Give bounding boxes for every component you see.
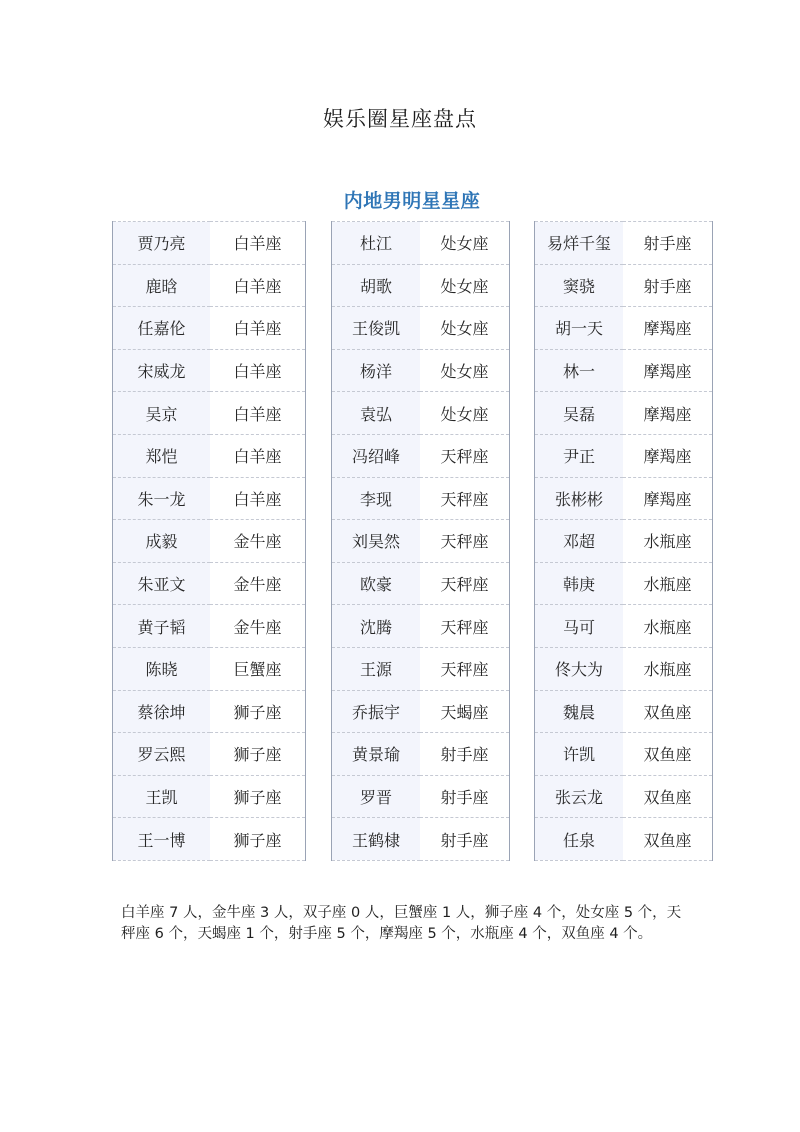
zodiac-sign-cell: 狮子座 <box>210 818 306 861</box>
zodiac-sign-cell: 天秤座 <box>420 434 510 477</box>
star-name-cell: 邓超 <box>535 520 624 563</box>
table-row <box>535 605 713 648</box>
zodiac-sign-cell: 处女座 <box>420 307 510 350</box>
table-row <box>535 434 713 477</box>
table-row <box>332 307 510 350</box>
zodiac-sign-cell: 天秤座 <box>420 605 510 648</box>
star-name-cell: 任嘉伦 <box>113 307 210 350</box>
zodiac-sign-cell: 水瓶座 <box>623 605 713 648</box>
table-row <box>535 392 713 435</box>
zodiac-sign-cell: 狮子座 <box>210 690 306 733</box>
star-name-cell: 林一 <box>535 349 624 392</box>
table-row <box>113 690 306 733</box>
table-row <box>113 434 306 477</box>
star-name-cell: 吴磊 <box>535 392 624 435</box>
table-row <box>332 520 510 563</box>
star-name-cell: 张云龙 <box>535 775 624 818</box>
zodiac-sign-cell: 金牛座 <box>210 562 306 605</box>
star-name-cell: 宋威龙 <box>113 349 210 392</box>
zodiac-sign-cell: 天秤座 <box>420 562 510 605</box>
star-name-cell: 郑恺 <box>113 434 210 477</box>
star-name-cell: 王俊凯 <box>332 307 421 350</box>
table-row <box>113 307 306 350</box>
table-row <box>113 562 306 605</box>
star-name-cell: 杜江 <box>332 222 421 265</box>
table-row <box>113 733 306 776</box>
star-name-cell: 贾乃亮 <box>113 222 210 265</box>
table-row <box>535 477 713 520</box>
star-name-cell: 胡一天 <box>535 307 624 350</box>
zodiac-sign-cell: 天秤座 <box>420 647 510 690</box>
zodiac-sign-cell: 金牛座 <box>210 520 306 563</box>
table-row <box>113 818 306 861</box>
zodiac-sign-cell: 双鱼座 <box>623 733 713 776</box>
table-row <box>332 222 510 265</box>
star-name-cell: 朱亚文 <box>113 562 210 605</box>
table-row <box>332 818 510 861</box>
star-name-cell: 尹正 <box>535 434 624 477</box>
table-row <box>113 520 306 563</box>
table-row <box>535 733 713 776</box>
zodiac-sign-cell: 射手座 <box>420 818 510 861</box>
star-name-cell: 马可 <box>535 605 624 648</box>
table-row <box>332 775 510 818</box>
zodiac-sign-cell: 摩羯座 <box>623 392 713 435</box>
star-name-cell: 佟大为 <box>535 647 624 690</box>
star-table-2 <box>331 221 510 861</box>
table-row <box>535 562 713 605</box>
table-row <box>332 733 510 776</box>
table-row <box>332 562 510 605</box>
star-name-cell: 张彬彬 <box>535 477 624 520</box>
zodiac-sign-cell: 天蝎座 <box>420 690 510 733</box>
star-name-cell: 乔振宇 <box>332 690 421 733</box>
summary-paragraph: 白羊座 7 人，金牛座 3 人，双子座 0 人，巨蟹座 1 人，狮子座 4 个，处女座 5 个，天秤座 6 个，天蝎座 1 个，射手座 5 个，摩羯座 5 个，水瓶座 4 个，双鱼座 4 个。 <box>121 905 682 942</box>
zodiac-sign-cell: 摩羯座 <box>623 307 713 350</box>
table-row <box>535 307 713 350</box>
star-name-cell: 王鹤棣 <box>332 818 421 861</box>
zodiac-sign-cell: 射手座 <box>420 733 510 776</box>
table-row <box>113 775 306 818</box>
star-name-cell: 韩庚 <box>535 562 624 605</box>
zodiac-sign-cell: 摩羯座 <box>623 477 713 520</box>
table-row <box>332 647 510 690</box>
star-name-cell: 杨洋 <box>332 349 421 392</box>
table-row <box>332 477 510 520</box>
zodiac-sign-cell: 处女座 <box>420 392 510 435</box>
table-row <box>113 264 306 307</box>
section-title: 内地男明星星座 <box>343 190 481 212</box>
zodiac-sign-cell: 处女座 <box>420 264 510 307</box>
table-row <box>535 222 713 265</box>
star-name-cell: 王凯 <box>113 775 210 818</box>
zodiac-sign-cell: 白羊座 <box>210 434 306 477</box>
table-row <box>332 392 510 435</box>
zodiac-sign-cell: 双鱼座 <box>623 690 713 733</box>
table-row <box>535 520 713 563</box>
zodiac-sign-cell: 水瓶座 <box>623 562 713 605</box>
zodiac-sign-cell: 处女座 <box>420 349 510 392</box>
table-row <box>535 349 713 392</box>
table-row <box>332 349 510 392</box>
star-name-cell: 李现 <box>332 477 421 520</box>
table-row <box>535 818 713 861</box>
zodiac-sign-cell: 射手座 <box>420 775 510 818</box>
star-name-cell: 冯绍峰 <box>332 434 421 477</box>
star-name-cell: 许凯 <box>535 733 624 776</box>
zodiac-sign-cell: 白羊座 <box>210 477 306 520</box>
star-name-cell: 沈腾 <box>332 605 421 648</box>
star-name-cell: 易烊千玺 <box>535 222 624 265</box>
star-name-cell: 王源 <box>332 647 421 690</box>
zodiac-sign-cell: 天秤座 <box>420 477 510 520</box>
zodiac-sign-cell: 射手座 <box>623 264 713 307</box>
star-name-cell: 刘昊然 <box>332 520 421 563</box>
table-row <box>113 647 306 690</box>
zodiac-sign-cell: 射手座 <box>623 222 713 265</box>
star-name-cell: 陈晓 <box>113 647 210 690</box>
zodiac-sign-cell: 白羊座 <box>210 392 306 435</box>
zodiac-sign-cell: 白羊座 <box>210 264 306 307</box>
table-row <box>113 392 306 435</box>
table-row <box>332 434 510 477</box>
zodiac-sign-cell: 处女座 <box>420 222 510 265</box>
zodiac-sign-cell: 天秤座 <box>420 520 510 563</box>
zodiac-sign-cell: 狮子座 <box>210 775 306 818</box>
zodiac-sign-cell: 水瓶座 <box>623 647 713 690</box>
star-name-cell: 胡歌 <box>332 264 421 307</box>
zodiac-sign-cell: 狮子座 <box>210 733 306 776</box>
table-row <box>535 647 713 690</box>
star-table-1 <box>112 221 306 861</box>
zodiac-sign-cell: 白羊座 <box>210 307 306 350</box>
document-title: 娱乐圈星座盘点 <box>323 107 477 131</box>
zodiac-sign-cell: 摩羯座 <box>623 434 713 477</box>
table-row <box>113 605 306 648</box>
table-row <box>332 605 510 648</box>
zodiac-sign-cell: 双鱼座 <box>623 818 713 861</box>
zodiac-sign-cell: 白羊座 <box>210 349 306 392</box>
star-name-cell: 鹿晗 <box>113 264 210 307</box>
table-row <box>332 264 510 307</box>
zodiac-sign-cell: 巨蟹座 <box>210 647 306 690</box>
table-row <box>332 690 510 733</box>
zodiac-sign-cell: 白羊座 <box>210 222 306 265</box>
star-name-cell: 袁弘 <box>332 392 421 435</box>
table-row <box>113 349 306 392</box>
star-name-cell: 朱一龙 <box>113 477 210 520</box>
star-name-cell: 黄景瑜 <box>332 733 421 776</box>
zodiac-sign-cell: 摩羯座 <box>623 349 713 392</box>
table-row <box>113 222 306 265</box>
table-row <box>535 690 713 733</box>
star-name-cell: 成毅 <box>113 520 210 563</box>
star-name-cell: 任泉 <box>535 818 624 861</box>
star-name-cell: 黄子韬 <box>113 605 210 648</box>
table-row <box>113 477 306 520</box>
star-table-3 <box>534 221 713 861</box>
table-row <box>535 264 713 307</box>
star-name-cell: 魏晨 <box>535 690 624 733</box>
zodiac-sign-cell: 金牛座 <box>210 605 306 648</box>
zodiac-sign-cell: 双鱼座 <box>623 775 713 818</box>
star-name-cell: 王一博 <box>113 818 210 861</box>
star-name-cell: 吴京 <box>113 392 210 435</box>
star-name-cell: 蔡徐坤 <box>113 690 210 733</box>
table-row <box>535 775 713 818</box>
zodiac-sign-cell: 水瓶座 <box>623 520 713 563</box>
star-name-cell: 窦骁 <box>535 264 624 307</box>
star-name-cell: 欧豪 <box>332 562 421 605</box>
star-name-cell: 罗晋 <box>332 775 421 818</box>
star-name-cell: 罗云熙 <box>113 733 210 776</box>
